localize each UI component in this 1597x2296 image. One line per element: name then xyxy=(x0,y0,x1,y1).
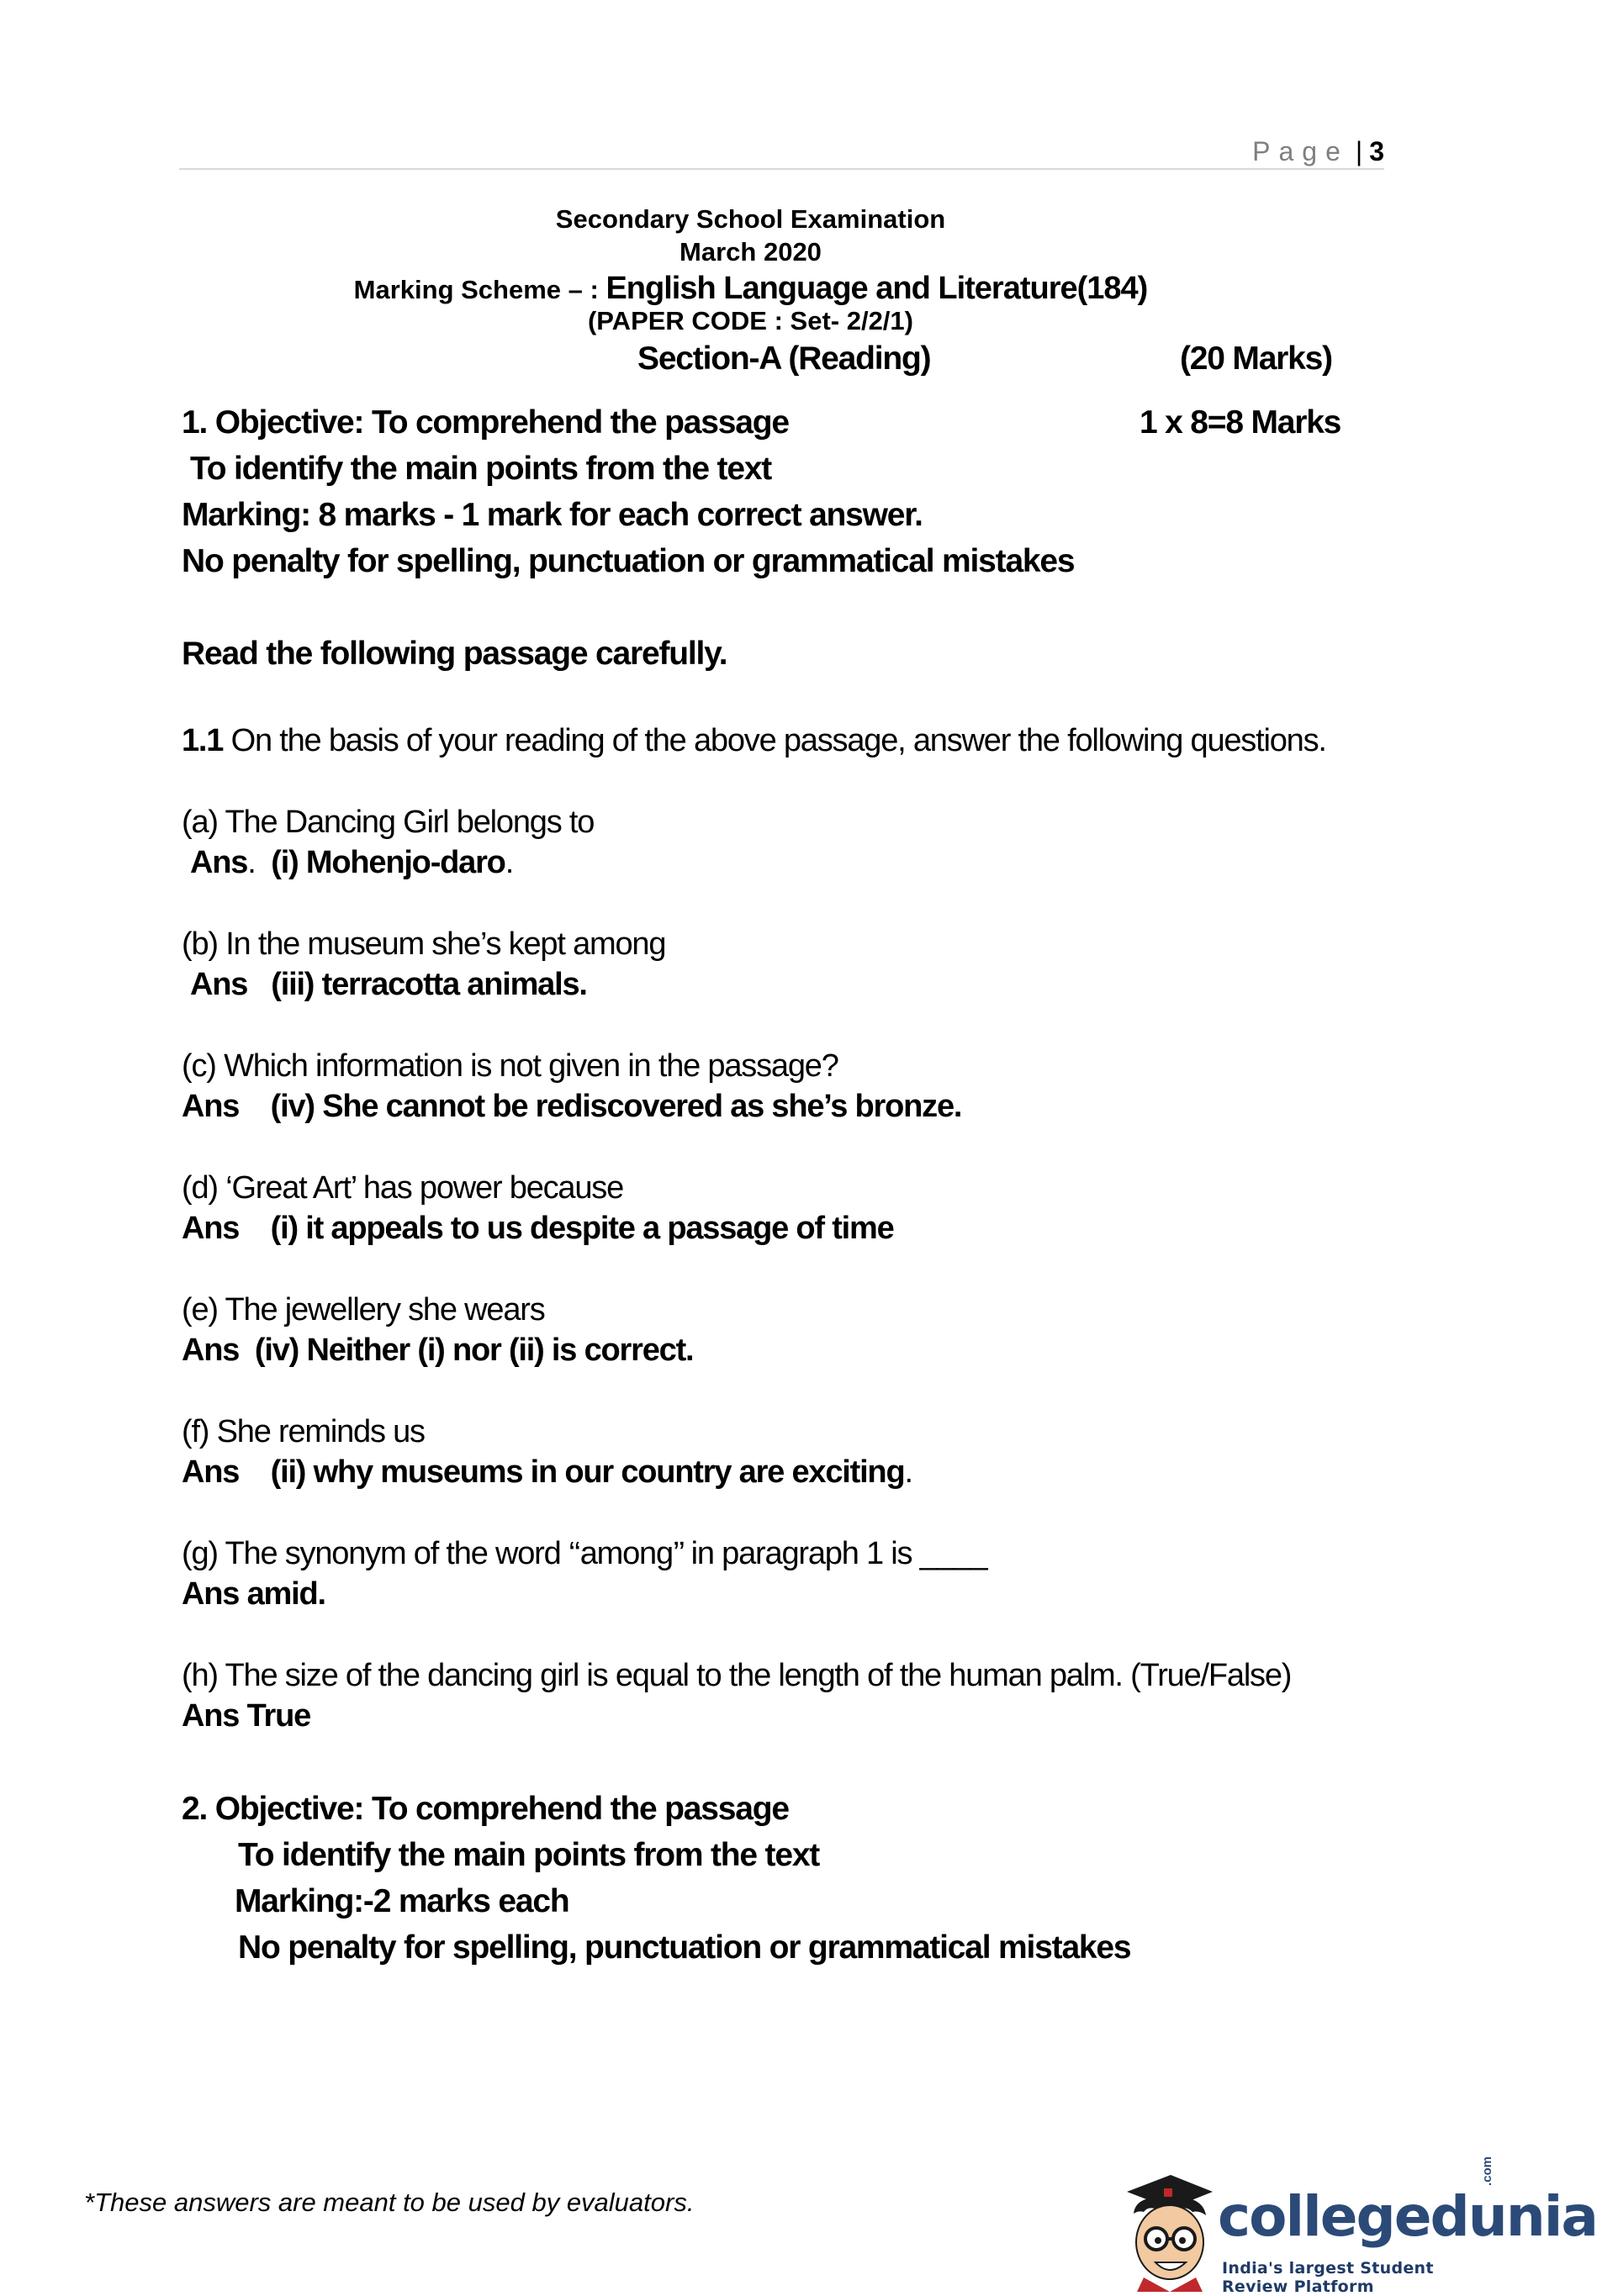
objective1-line2: To identify the main points from the text xyxy=(190,451,772,487)
answer-text: (i) it appeals to us despite a passage of time xyxy=(270,1211,894,1246)
question-h: (h) The size of the dancing girl is equal to the length of the human palm. (True/False) xyxy=(182,1658,1292,1693)
question-e: (e) The jewellery she wears xyxy=(182,1292,545,1327)
answer-text: (iv) She cannot be rediscovered as she’s bronze. xyxy=(270,1089,962,1124)
objective1-line4: No penalty for spelling, punctuation or grammatical mistakes xyxy=(182,543,1075,579)
answer-c xyxy=(182,1089,961,1125)
subject-name: English Language and Literature(184) xyxy=(605,271,1148,306)
page-separator: | xyxy=(1355,136,1363,166)
objective1-line3: Marking: 8 marks - 1 mark for each correct answer. xyxy=(182,497,923,533)
answer-d xyxy=(182,1211,894,1247)
answer-label: Ans xyxy=(182,1333,240,1368)
question-g: (g) The synonym of the word ‘‘among’’ in paragraph 1 is ____ xyxy=(182,1536,987,1571)
answer-label: Ans xyxy=(182,1089,240,1124)
question-a: (a) The Dancing Girl belongs to xyxy=(182,805,595,840)
answer-separator xyxy=(239,1576,246,1612)
marking-scheme-line xyxy=(0,271,1501,307)
answer-separator xyxy=(239,1211,270,1246)
reading-instruction: Read the following passage carefully. xyxy=(182,636,727,672)
objective1-line1: 1. Objective: To comprehend the passage xyxy=(182,404,789,441)
answer-b xyxy=(190,967,587,1003)
answer-separator: . xyxy=(247,845,272,880)
footer-note: *These answers are meant to be used by evaluators. xyxy=(84,2188,695,2217)
answer-g xyxy=(182,1576,325,1612)
answer-text: True xyxy=(246,1698,311,1734)
answer-label: Ans xyxy=(182,1211,240,1246)
exam-date: March 2020 xyxy=(680,237,822,267)
answer-text: (ii) why museums in our country are exciting xyxy=(270,1454,905,1490)
answer-text: (iv) Neither (i) nor (ii) is correct. xyxy=(254,1333,694,1368)
question-c: (c) Which information is not given in the passage? xyxy=(182,1048,838,1084)
answer-text: amid. xyxy=(246,1576,325,1612)
logo-suffix: .com xyxy=(1480,2156,1494,2186)
answer-text: (i) Mohenjo-daro xyxy=(271,845,505,880)
question-text: On the basis of your reading of the above passage, answer the following questions. xyxy=(223,723,1326,758)
answer-separator xyxy=(247,967,271,1002)
page-header xyxy=(179,126,1384,170)
question-b: (b) In the museum she’s kept among xyxy=(182,926,666,962)
answer-label: Ans xyxy=(190,967,248,1002)
question-d: (d) ‘Great Art’ has power because xyxy=(182,1170,624,1206)
objective2-line1: 2. Objective: To comprehend the passage xyxy=(182,1791,789,1827)
question-1-1 xyxy=(182,723,1326,759)
answer-tail: . xyxy=(904,1454,912,1490)
answer-separator xyxy=(239,1089,270,1124)
answer-e xyxy=(182,1333,693,1369)
exam-title: Secondary School Examination xyxy=(555,204,946,234)
answer-a xyxy=(190,845,513,881)
answer-tail: . xyxy=(505,845,514,880)
answer-separator xyxy=(239,1698,246,1734)
answer-separator xyxy=(239,1454,270,1490)
answer-label: Ans xyxy=(182,1454,240,1490)
objective1-marks: 1 x 8=8 Marks xyxy=(1140,404,1341,441)
answer-f xyxy=(182,1454,912,1491)
objective2-line3: Marking:-2 marks each xyxy=(235,1883,569,1919)
answer-label: Ans xyxy=(182,1576,240,1612)
marking-scheme-prefix: Marking Scheme – : xyxy=(353,275,606,304)
answer-h xyxy=(182,1698,310,1734)
logo-wordmark: collegedunia xyxy=(1218,2184,1597,2249)
answer-label: Ans xyxy=(182,1698,240,1734)
page-number: 3 xyxy=(1369,136,1384,166)
section-marks: (20 Marks) xyxy=(1180,340,1332,377)
objective2-line4: No penalty for spelling, punctuation or grammatical mistakes xyxy=(238,1929,1131,1966)
paper-code: (PAPER CODE : Set- 2/2/1) xyxy=(587,306,913,335)
logo-tagline: India's largest Student Review Platform xyxy=(1222,2259,1434,2296)
page-number-label xyxy=(1252,136,1384,167)
answer-label: Ans xyxy=(190,845,248,880)
answer-text: (iii) terracotta animals. xyxy=(271,967,587,1002)
question-number: 1.1 xyxy=(182,723,224,758)
section-heading: Section-A (Reading) xyxy=(637,340,931,377)
objective2-line2: To identify the main points from the text xyxy=(238,1837,820,1873)
answer-separator xyxy=(239,1333,255,1368)
question-f: (f) She reminds us xyxy=(182,1414,425,1449)
page-word: Page xyxy=(1252,136,1349,166)
